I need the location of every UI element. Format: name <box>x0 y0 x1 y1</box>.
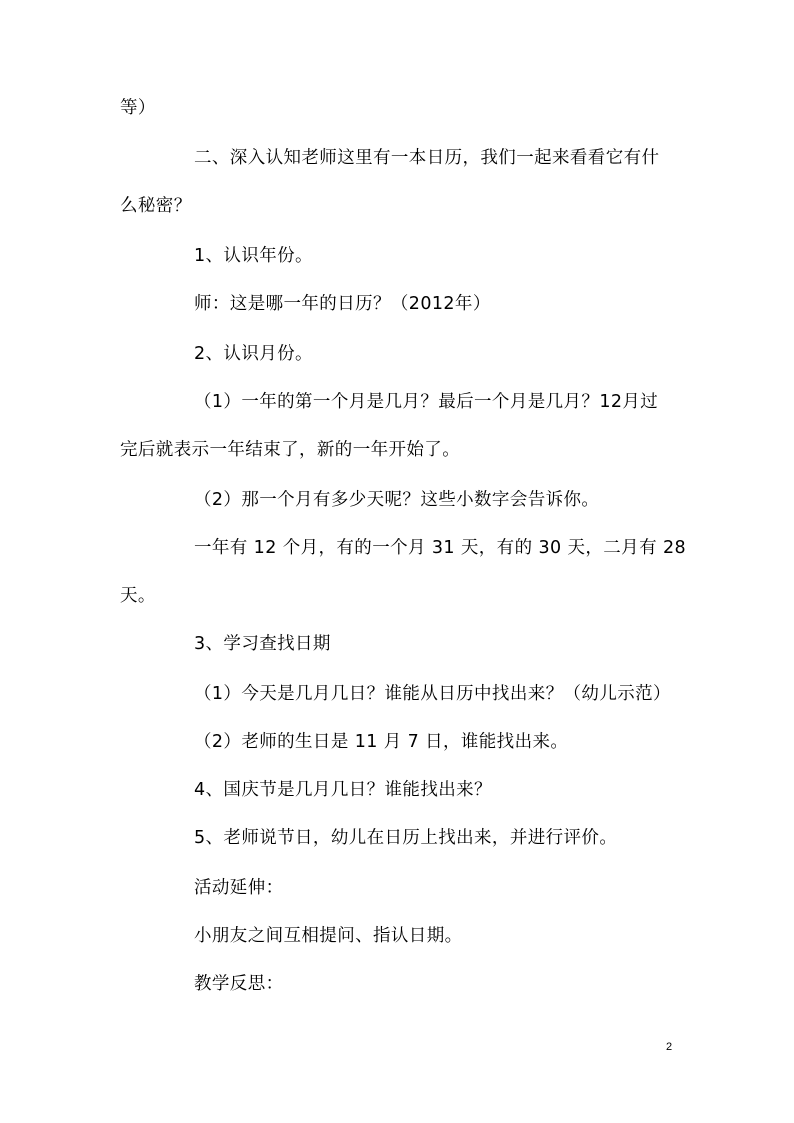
text-line-5: 师：这是哪一年的日历？（2012年） <box>194 294 491 314</box>
section-heading-2: 二、深入认知老师这里有一本日历，我们一起来看看它有什 <box>194 148 660 168</box>
text-line-18: 小朋友之间互相提问、指认日期。 <box>194 926 463 946</box>
text-line-14: （2）老师的生日是 11 月 7 日，谁能找出来。 <box>194 732 569 752</box>
text-line-10: 一年有 12 个月，有的一个月 31 天，有的 30 天，二月有 28 <box>194 538 687 558</box>
text-line-13: （1）今天是几月几日？谁能从日历中找出来？（幼儿示范） <box>194 684 671 704</box>
step-heading-1: 1、认识年份。 <box>194 246 313 266</box>
page-number: 2 <box>666 1041 673 1053</box>
text-line-7: （1）一年的第一个月是几月？最后一个月是几月？12月过 <box>194 392 659 412</box>
step-heading-2: 2、认识月份。 <box>194 344 313 364</box>
text-line-8: 完后就表示一年结束了，新的一年开始了。 <box>120 440 461 460</box>
step-heading-4: 4、国庆节是几月几日？谁能找出来？ <box>194 780 492 800</box>
text-line-3: 么秘密？ <box>120 196 192 216</box>
text-line-11: 天。 <box>120 586 156 606</box>
section-label-extension: 活动延伸： <box>194 878 284 898</box>
text-line-1: 等） <box>120 98 156 118</box>
text-line-9: （2）那一个月有多少天呢？这些小数字会告诉你。 <box>194 490 600 510</box>
step-heading-5: 5、老师说节日，幼儿在日历上找出来，并进行评价。 <box>194 828 618 848</box>
step-heading-3: 3、学习查找日期 <box>194 634 331 654</box>
section-label-reflection: 教学反思： <box>194 974 284 994</box>
